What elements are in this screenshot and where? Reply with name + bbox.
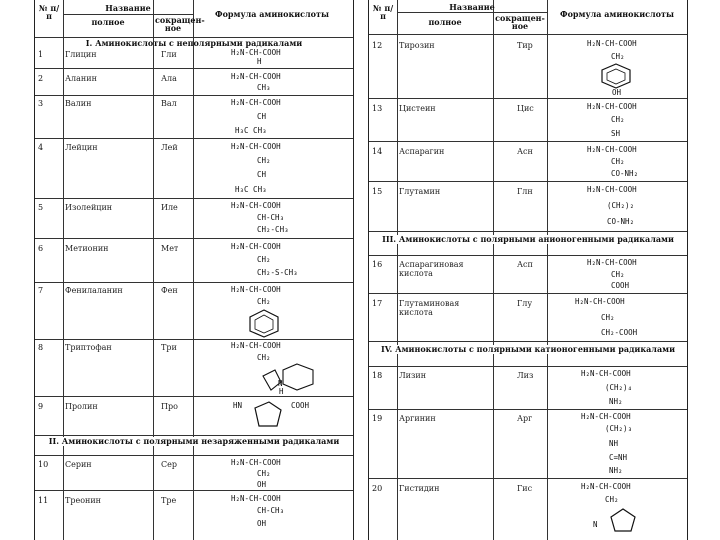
formula-line: COOH	[611, 281, 630, 290]
formula-line: CH₂-CH₃	[257, 225, 289, 234]
row-abbr: Гли	[161, 50, 177, 59]
formula-line: H₃C CH₃	[235, 126, 267, 135]
formula-line: CH₂	[611, 52, 625, 61]
formula-line: CH-CH₃	[257, 506, 285, 515]
row-num: 13	[372, 104, 383, 113]
row-name: Лизин	[399, 371, 427, 380]
formula-line: OH	[257, 519, 267, 528]
header-formula: Формула аминокислоты	[215, 9, 329, 19]
row-num: 20	[372, 484, 383, 493]
formula-line: H₂N-CH-COOH	[581, 412, 631, 421]
header-full: полное	[91, 17, 125, 27]
pyrrolidine-ring-icon	[249, 398, 289, 432]
formula-line: H₂N-CH-COOH	[231, 142, 281, 151]
formula-line: (CH₂)₂	[607, 201, 635, 210]
row-name: Аргинин	[399, 414, 436, 423]
row-num: 12	[372, 41, 383, 50]
row-abbr: Три	[161, 343, 177, 352]
formula-line: H₂N-CH-COOH	[575, 297, 625, 306]
row-name: Треонин	[65, 496, 102, 505]
header-num: № п/п	[38, 3, 60, 21]
formula-line: CH₂	[257, 353, 271, 362]
row-num: 7	[38, 286, 44, 295]
row-name: Триптофан	[65, 343, 112, 352]
formula-line: H₂N-CH-COOH	[231, 341, 281, 350]
row-num: 18	[372, 371, 383, 380]
row-abbr: Глу	[517, 299, 533, 308]
row-name: Глицин	[65, 50, 97, 59]
formula-line: NH	[609, 439, 619, 448]
row-abbr: Ала	[161, 74, 177, 83]
imidazole-ring-icon	[603, 505, 643, 537]
row-num: 5	[38, 203, 44, 212]
row-name: Пролин	[65, 402, 98, 411]
row-name: Изолейцин	[65, 203, 113, 212]
row-name: Аспарагиновая кислота	[399, 260, 464, 278]
row-num: 9	[38, 402, 44, 411]
formula-line: CH₂	[257, 297, 271, 306]
formula-line: CH	[257, 112, 267, 121]
formula-line: CO-NH₂	[607, 217, 635, 226]
row-name: Тирозин	[399, 41, 435, 50]
header-full: полное	[428, 17, 462, 27]
formula-line: H₂N-CH-COOH	[231, 458, 281, 467]
formula-line: H₂N-CH-COOH	[587, 258, 637, 267]
formula-line: CH₂-COOH	[601, 328, 638, 337]
row-abbr: Сер	[161, 460, 177, 469]
formula-line: N	[278, 379, 283, 388]
header-num: № п/п	[372, 3, 394, 21]
formula-line: CO-NH₂	[611, 169, 639, 178]
formula-line: H₂N-CH-COOH	[231, 242, 281, 251]
row-num: 1	[38, 50, 44, 59]
row-abbr: Про	[161, 402, 178, 411]
benzene-ring-icon	[247, 308, 281, 338]
row-abbr: Лиз	[517, 371, 534, 380]
header-name: Название	[449, 2, 495, 12]
formula-line: H₂N-CH-COOH	[231, 98, 281, 107]
row-num: 6	[38, 244, 44, 253]
row-name: Цистеин	[399, 104, 436, 113]
row-name: Серин	[65, 460, 92, 469]
formula-line: H₂N-CH-COOH	[581, 369, 631, 378]
formula-line: CH₂	[611, 157, 625, 166]
row-abbr: Арг	[517, 414, 533, 423]
row-num: 4	[38, 143, 44, 152]
row-name: Гистидин	[399, 484, 440, 493]
row-num: 17	[372, 299, 383, 308]
formula-line: SH	[611, 129, 621, 138]
row-abbr: Вал	[161, 99, 177, 108]
row-abbr: Цис	[517, 104, 534, 113]
formula-line: CH₂	[257, 469, 271, 478]
header-name: Название	[105, 3, 151, 13]
formula-line: H	[279, 387, 284, 396]
formula-line: C=NH	[609, 453, 628, 462]
row-num: 19	[372, 414, 383, 423]
row-abbr: Лей	[161, 143, 178, 152]
formula-line: H₂N-CH-COOH	[231, 494, 281, 503]
formula-line: OH	[612, 88, 622, 97]
formula-line: H₂N-CH-COOH	[231, 48, 281, 57]
section-title-3: III. Аминокислоты с полярными анионогенными радикалами	[369, 235, 687, 244]
section-title-4: IV. Аминокислоты с полярными катионогенными радикалами	[369, 345, 687, 354]
formula-line: CH₂	[601, 313, 615, 322]
row-name: Аспарагин	[399, 147, 445, 156]
row-abbr: Иле	[161, 203, 178, 212]
row-num: 15	[372, 187, 383, 196]
row-num: 16	[372, 260, 383, 269]
row-name: Метионин	[65, 244, 109, 253]
formula-line: H	[257, 57, 262, 66]
row-abbr: Гис	[517, 484, 533, 493]
formula-line: CH-CH₃	[257, 213, 285, 222]
formula-line: NH₂	[609, 397, 623, 406]
formula-line: CH₃	[257, 83, 271, 92]
row-abbr: Асн	[517, 147, 533, 156]
formula-line: H₂N-CH-COOH	[231, 72, 281, 81]
formula-line: H₂N-CH-COOH	[587, 39, 637, 48]
formula-line: H₂N-CH-COOH	[231, 285, 281, 294]
row-abbr: Мет	[161, 244, 179, 253]
indole-ring-icon	[257, 360, 327, 394]
formula-line: H₂N-CH-COOH	[587, 185, 637, 194]
formula-line: H₂N-CH-COOH	[231, 201, 281, 210]
formula-line: OH	[257, 480, 267, 489]
row-name: Лейцин	[65, 143, 98, 152]
benzene-ring-icon	[599, 62, 633, 90]
formula-line: (CH₂)₄	[605, 383, 633, 392]
formula-line: N	[593, 520, 598, 529]
row-num: 3	[38, 99, 44, 108]
formula-line: H₂N-CH-COOH	[581, 482, 631, 491]
section-title-1: I. Аминокислоты с неполярными радикалами	[85, 38, 303, 48]
formula-line: NH₂	[609, 466, 623, 475]
formula-line: H₃C CH₃	[235, 185, 267, 194]
formula-line: CH₂	[611, 270, 625, 279]
header-short: сокращен-ное	[495, 13, 545, 31]
row-num: 10	[38, 460, 49, 469]
header-short: сокращен-ное	[155, 15, 205, 33]
header-formula: Формула аминокислоты	[560, 9, 674, 19]
row-name: Глутаминовая кислота	[399, 299, 460, 317]
formula-line: H₂N-CH-COOH	[587, 145, 637, 154]
row-abbr: Асп	[517, 260, 533, 269]
row-abbr: Тир	[517, 41, 533, 50]
row-num: 2	[38, 74, 44, 83]
row-name: Глутамин	[399, 187, 441, 196]
row-num: 14	[372, 147, 383, 156]
table-left-panel	[34, 0, 354, 540]
formula-line: CH₂-S-CH₃	[257, 268, 298, 277]
row-abbr: Фен	[161, 286, 178, 295]
formula-line: CH₂	[605, 495, 619, 504]
formula-line: HN	[233, 401, 243, 410]
table-right-panel	[368, 0, 688, 540]
row-name: Аланин	[65, 74, 97, 83]
row-abbr: Глн	[517, 187, 533, 196]
formula-line: CH₂	[257, 156, 271, 165]
formula-line: COOH	[291, 401, 310, 410]
row-num: 8	[38, 343, 44, 352]
row-name: Валин	[65, 99, 92, 108]
formula-line: (CH₂)₃	[605, 424, 633, 433]
formula-line: CH₂	[257, 255, 271, 264]
row-name: Фенилаланин	[65, 286, 123, 295]
formula-line: CH₂	[611, 115, 625, 124]
row-num: 11	[38, 496, 49, 505]
row-abbr: Тре	[161, 496, 177, 505]
section-title-2: II. Аминокислоты с полярными незаряженными радикалами	[35, 437, 353, 446]
formula-line: CH	[257, 170, 267, 179]
formula-line: H₂N-CH-COOH	[587, 102, 637, 111]
